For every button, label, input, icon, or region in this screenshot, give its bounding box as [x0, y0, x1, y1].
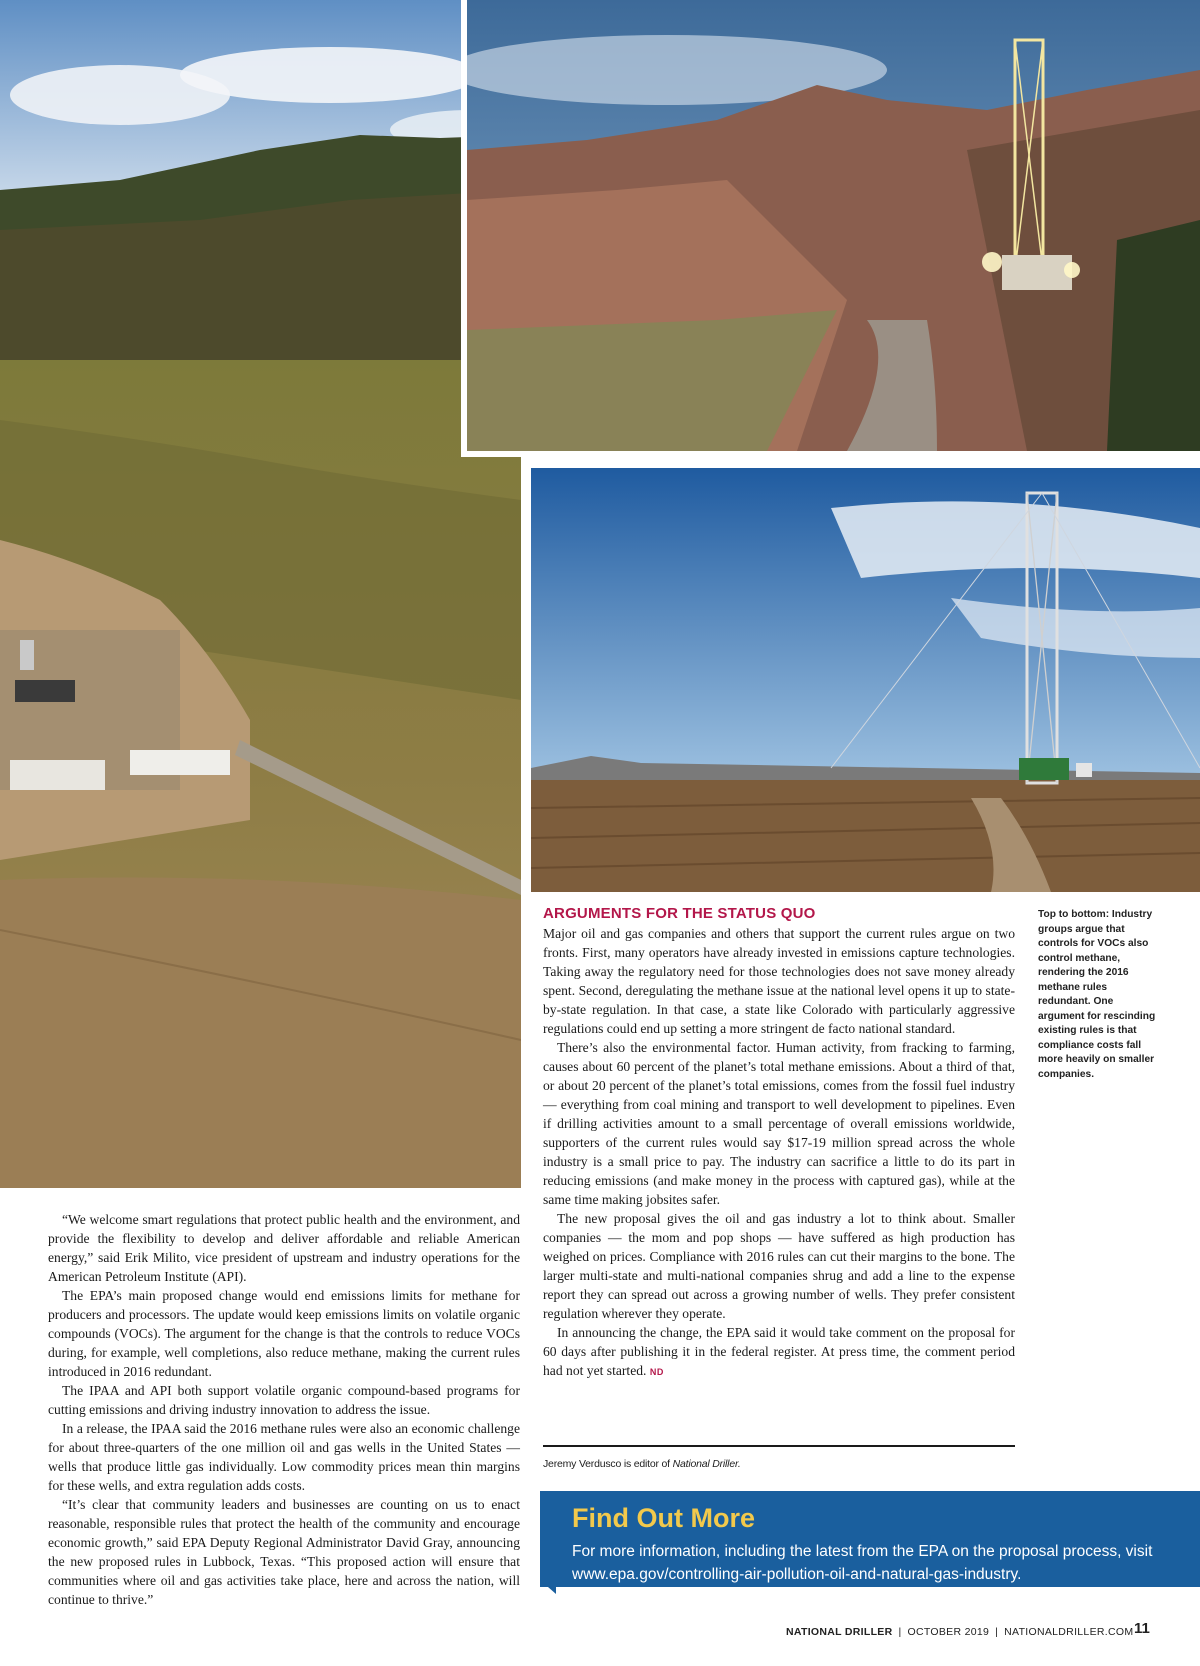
find-out-more-body: For more information, including the latest from the EPA on the proposal process, visit www.epa.gov/controlling-air-pollution-oil-and-natural-gas-industry. — [572, 1543, 1153, 1583]
canyon-drilling-rig-photo — [461, 0, 1200, 457]
page-footer — [786, 1626, 1133, 1638]
article-paragraph: “We welcome smart regulations that protect public health and the environment, and provide the flexibility to develop and deliver affordable and reliable American energy,” said Erik Milito, vice president of upstream and industry operations for the American Petroleum Institute (API). — [48, 1212, 520, 1284]
article-paragraph-text: In announcing the change, the EPA said it would take comment on the proposal for 60 days after publishing it in the federal register. At press time, the comment period had not yet started. — [543, 1325, 1015, 1378]
left-article-column — [48, 1210, 520, 1609]
find-out-more-title: Find Out More — [572, 1503, 755, 1533]
article-paragraph: There’s also the environmental factor. Human activity, from fracking to farming, causes about 60 percent of the planet’s total methane emissions. About a third of that, or about 20 percent of the planet’s total emissions, comes from the fossil fuel industry — everything from coal mining and transport to well development to pipelines. Even if drilling activities amount to a small percentage of overall emissions worldwide, supporters of the current rules would say $17-19 million spread across the whole industry is a small price to pay. The industry can sacrifice a little to do its part in reducing emissions (and make money in the process with captured gas), while at the same time making jobsites safer. — [543, 1040, 1015, 1207]
plains-drilling-rig-photo — [531, 468, 1200, 892]
magazine-name: NATIONAL DRILLER — [786, 1626, 893, 1638]
publication-name: National Driller. — [672, 1458, 741, 1470]
author-bio — [543, 1458, 1015, 1470]
article-paragraph-last — [543, 1323, 1015, 1382]
website-link[interactable]: NATIONALDRILLER.COM — [1004, 1626, 1134, 1638]
article-paragraph: In a release, the IPAA said the 2016 methane rules were also an economic challenge for about three-quarters of the one million oil and gas wells in the United States — wells that produce little gas individually. Low commodity prices mean thin margins for these wells, and extra regulation adds costs. — [48, 1421, 520, 1493]
article-paragraph: Major oil and gas companies and others that support the current rules argue on two fronts. First, many operators have already invested in emissions capture technologies. Taking away the regulatory need for those technologies does not save money already spent. Second, deregulating the methane issue at the national level opens it up to state-by-state regulation. In that case, a state like Colorado with particularly aggressive regulations could end up setting a more stringent de facto national standard. — [543, 926, 1015, 1036]
footer-separator: | — [995, 1626, 999, 1638]
issue-date: OCTOBER 2019 — [907, 1626, 990, 1638]
author-divider — [543, 1445, 1015, 1447]
article-paragraph: “It’s clear that community leaders and businesses are counting on us to enact reasonable, responsible rules that protect the health of the community and encourage economic growth,” said EPA Deputy Regional Administrator David Gray, announcing the new proposed rules in Lubbock, Texas. “This proposed action will ensure that communities where oil and gas activities take place, here and across the nation, will continue to thrive.” — [48, 1497, 520, 1607]
footer-separator: | — [898, 1626, 902, 1638]
end-mark: ND — [649, 1367, 664, 1377]
article-paragraph: The EPA’s main proposed change would end emissions limits for methane for producers and processors. The update would keep emissions limits on volatile organic compounds (VOCs). The argument for the change is that the controls to reduce VOCs during, for example, well completions, also reduce methane, making the current rules introduced in 2016 redundant. — [48, 1288, 520, 1379]
aerial-well-pad-photo — [0, 0, 521, 1188]
right-article-column — [543, 904, 1015, 1382]
page-number: 11 — [1134, 1620, 1150, 1637]
find-out-more-box-tab — [540, 1580, 556, 1594]
article-paragraph: The IPAA and API both support volatile organic compound-based programs for cutting emissions and driving industry innovation to address the issue. — [48, 1383, 520, 1417]
author-bio-text: Jeremy Verdusco is editor of — [543, 1458, 673, 1470]
article-paragraph: The new proposal gives the oil and gas industry a lot to think about. Smaller companies — the mom and pop shops — have suffered as high production has weighed on prices. Compliance with 2016 rules can cut their margins to the bone. The larger multi-state and multi-national companies shrug and add a line to the expense report they can spread out across a growing number of wells. They prefer consistent regulation wherever they operate. — [543, 1211, 1015, 1321]
section-heading: ARGUMENTS FOR THE STATUS QUO — [543, 905, 816, 922]
photo-caption: Top to bottom: Industry groups argue that controls for VOCs also control methane, rendering the 2016 methane rules redundant. One argument for rescinding existing rules is that compliance costs fall more heavily on smaller companies. — [1038, 909, 1156, 1080]
